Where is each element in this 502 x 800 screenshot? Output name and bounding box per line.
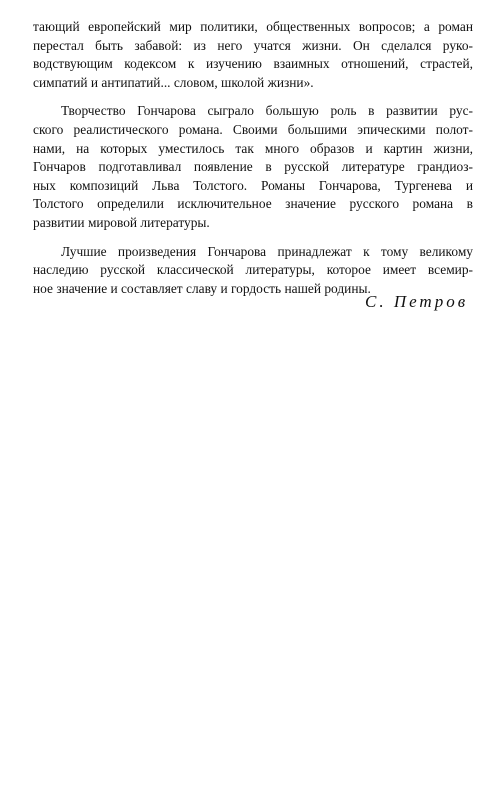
paragraph-legacy bbox=[33, 243, 473, 299]
text-line: водствующим кодексом к изучению взаимных отношений, страстей, bbox=[33, 56, 473, 72]
paragraph-continuation bbox=[33, 18, 473, 92]
paragraph-gap bbox=[33, 233, 473, 243]
text-line: Толстого определили исключительное значение русского романа в bbox=[33, 196, 473, 212]
text-line: тающий европейский мир политики, общественных вопросов; а роман bbox=[33, 19, 473, 34]
author-signature: С. Петров bbox=[365, 292, 469, 311]
text-line: развитии мировой литературы. bbox=[33, 214, 210, 230]
text-line: перестал быть забавой: из него учатся жизни. Он сделался руко- bbox=[33, 37, 473, 53]
text-line: ное значение и составляет славу и гордость нашей родины. bbox=[33, 280, 371, 296]
text-line: наследию русской классической литературы, которое имеет всемир- bbox=[33, 262, 473, 278]
paragraph-gap bbox=[33, 92, 473, 102]
text-line: нами, на которых уместилось так много образов и картин жизни, bbox=[33, 140, 473, 156]
paragraph-goncharov-role bbox=[33, 102, 473, 232]
text-line: ского реалистического романа. Своими большими эпическими полот- bbox=[33, 121, 473, 137]
text-line: ных композиций Льва Толстого. Романы Гончарова, Тургенева и bbox=[33, 177, 473, 193]
text-line: симпатий и антипатий... словом, школой жизни». bbox=[33, 74, 314, 90]
text-line: Лучшие произведения Гончарова принадлежат к тому великому bbox=[61, 243, 473, 259]
text-line: Творчество Гончарова сыграло большую роль в развитии рус- bbox=[61, 103, 473, 119]
body-text bbox=[33, 18, 473, 298]
text-line: Гончаров подготавливал появление в русской литературе грандиоз- bbox=[33, 159, 473, 175]
